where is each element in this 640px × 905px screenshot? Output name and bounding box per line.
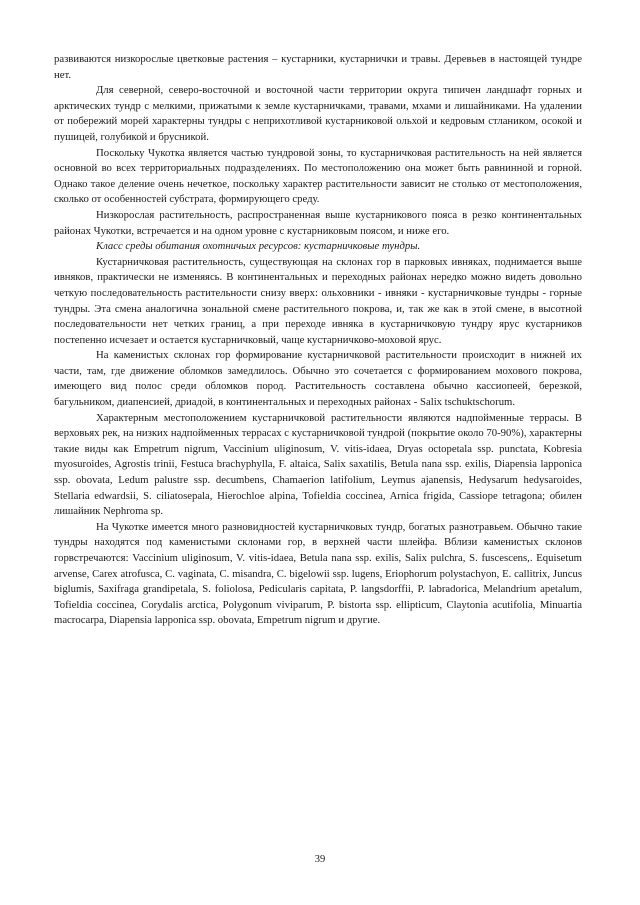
paragraph-slopes: Кустарничковая растительность, существующая на склонах гор в парковых ивняках, поднимается выше ивняков, практически не изменяясь. В континентальных и переходных районах нередко можно видеть довольно четкую последовательность растительности снизу вверх: ольховники - ивняки - кустарничковые тундры - горные тундры. Эта смена аналогична зональной смене растительного покрова, и, так же как в этой смене, в высотной последовательности нет четких границ, а при переходе ивняка в кустарничковую тундру ярус кустарников постепенно исчезает и остается кустарничковый, чаще кустарничково-моховой ярус. bbox=[54, 255, 582, 346]
paragraph-continuation: развиваются низкорослые цветковые растения – кустарники, кустарнички и травы. Деревьев в настоящей тундре нет. bbox=[54, 53, 582, 81]
paragraph-varieties: На Чукотке имеется много разновидностей кустарничковых тундр, богатых разнотравьем. Обычно такие тундры находятся под каменистыми склонами гор, в верхней части шлейфа. Вблизи каменистых склонов горвстречаются: Vaccinium uliginosum, V. vitis-idaea, Betula nana ssp. exilis, Salix pulchra, S. fuscescens,. Equisetum arvense, Carex atrofusca, C. vaginata, C. misandra, C. bigelowii ssp. lugens, Eriophorum polystachyon, E. callitrix, Juncus biglumis, Saxifraga grandipetala, S. foliolosa, Pedicularis capitata, P. langsdorffii, P. labradorica, Melandrium apetalum, Tofieldia coccinea, Corydalis arctica, Polygonum viviparum, P. bistorta ssp. ellipticum, Claytonia acutifolia, Minuartia macrocarpa, Diapensia lapponica ssp. obovata, Empetrum nigrum и другие. bbox=[54, 520, 582, 627]
paragraph-rocky-slopes: На каменистых склонах гор формирование кустарничковой растительности происходит в нижней их части, там, где движение обломков замедлилось. Обычно это сочетается с формированием мохового покрова, имеющего вид полос среди обломков пород. Растительность составлена обычно кассиопеей, березкой, багульником, диапенсией, дриадой, в континентальных и переходных районах - Salix tschuktschorum. bbox=[54, 349, 582, 409]
page-number: 39 bbox=[314, 854, 326, 865]
paragraph-landscape: Для северной, северо-восточной и восточной части территории округа типичен ландшафт горных и арктических тундр с мелкими, прижатыми к земле кустарничками, травами, мхами и лишайниками. На удалении от побережий морей характерны тундры с неприхотливой кустарниковой ольхой и кедровым стлаником, осокой и пушицей, голубикой и брусникой. bbox=[54, 84, 582, 143]
paragraph-tundra-zone: Поскольку Чукотка является частью тундровой зоны, то кустарничковая растительность на ней является основной во всех территориальных подразделениях. По местоположению она может быть равнинной и горной. Однако такое деление очень нечеткое, поскольку характер растительности зависит не столько от местоположения, сколько от особенностей субстрата, формирующего среду. bbox=[54, 146, 582, 206]
document-body bbox=[54, 52, 582, 629]
section-heading: Класс среды обитания охотничьих ресурсов: кустарничковые тундры. bbox=[96, 240, 421, 253]
paragraph-terraces: Характерным местоположением кустарничковой растительности являются надпойменные террасы. В верховьях рек, на низких надпойменных террасах с кустарничковой тундрой (покрытие около 70-90%), характерны такие виды как Empetrum nigrum, Vaccinium uliginosum, V. vitis-idaea, Dryas octopetala ssp. punctata, Kobresia myosuroides, Agrostis trinii, Festuca brachyphylla, F. altaica, Salix saxatilis, Betula nana ssp. exilis, Diapensia lapponica ssp. obovata, Ledum palustre ssp. decumbens, Chamaerion latifolium, Leymus ajanensis, Hedysarum hedysaroides, Stellaria edwardsii, S. ciliatosepala, Hierochloe alpina, Tofieldia coccinea, Arnica frigida, Cassiope tetragona; обилен лишайник Nephroma sp. bbox=[54, 411, 582, 518]
paragraph-low-vegetation: Низкорослая растительность, распространенная выше кустарникового пояса в резко континентальных районах Чукотки, встречается и на одном уровне с кустарниковым поясом, и ниже его. bbox=[54, 208, 582, 237]
